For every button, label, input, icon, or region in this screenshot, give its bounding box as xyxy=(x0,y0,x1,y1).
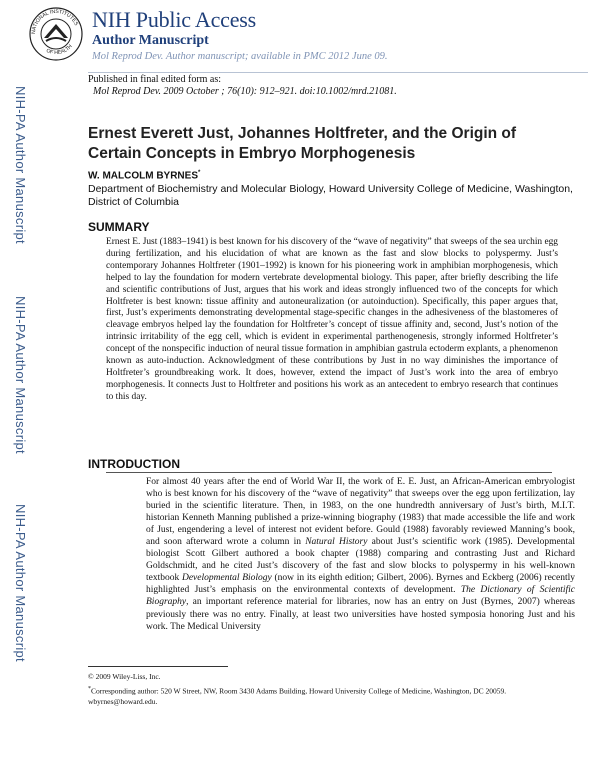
side-watermark-2: NIH-PA Author Manuscript xyxy=(13,296,28,454)
svg-text:NATIONAL INSTITUTES: NATIONAL INSTITUTES xyxy=(30,8,79,35)
svg-text:OF HEALTH: OF HEALTH xyxy=(45,43,74,57)
author-name: W. MALCOLM BYRNES* xyxy=(88,170,201,182)
side-watermark-1: NIH-PA Author Manuscript xyxy=(13,86,28,244)
section-divider xyxy=(106,472,552,473)
citation-line: Mol Reprod Dev. 2009 October ; 76(10): 912–921. doi:10.1002/mrd.21081. xyxy=(93,86,397,97)
author-manuscript-label: Author Manuscript xyxy=(92,33,209,48)
side-watermark-3: NIH-PA Author Manuscript xyxy=(13,504,28,662)
masthead xyxy=(92,8,388,64)
summary-text: Ernest E. Just (1883–1941) is best known for his discovery of the “wave of negativity” that sweeps of the sea urchin egg during fertilization, and his elucidation of what are known as the fast and slow blocks to polyspermy. Just’s contemporary Johannes Holtfreter (1901–1992) is known for his pioneering work in amphibian morphogenesis, which helped to lay the foundation for modern vertebrate developmental biology. This paper, after briefly describing the life and scientific contributions of Just, argues that his work and ideas strongly influenced two of the concepts for which Holtfreter is best known: tissue affinity and autoneuralization (or autoinduction). Specifically, this paper argues that, first, Just’s experiments demonstrating developmental stage-specific changes in the adhesiveness of the blastomeres of cleavage embryos helped lay the foundation for Holtfreter’s concept of tissue affinity and, second, Just’s notion of the intrinsic irritability of the egg cell, which is evident in experimental parthenogenesis, strongly informed Holtfreter’s concept of the nonspecific induction of neural tissue formation in amphibian gastrula ectoderm explants, a phenomenon known as auto-induction. Acknowledgment of these contributions by Just in no way diminishes the importance of Holtfreter’s groundbreaking work. It does, however, extend the impact of Just’s work into the area of embryo morphogenesis. It connects Just to Holtfreter and positions his work as an antecedent to embryo research that continues to this day. xyxy=(106,237,558,402)
availability-note: Mol Reprod Dev. Author manuscript; available in PMC 2012 June 09. xyxy=(92,51,388,62)
nih-logo xyxy=(28,4,84,70)
introduction-text: For almost 40 years after the end of World War II, the work of E. E. Just, an African-American embryologist who is best known for his discovery of the “wave of negativity” that sweeps over the egg upon fertilization, lay buried in the scientific literature. Then, in 1983, on the one hundredth anniversary of Just’s birth, M.I.T. historian Kenneth Manning published a prize-winning biography (1983) that made accessible the life and work of Just, engendering a level of interest not evident before. Gould (1988) favorably reviewed Manning’s book, and soon afterward wrote a column in Natural History about Just’s scientific work (1985). Developmental biologist Scott Gilbert authored a book chapter (1988) comparing and contrasting Just and Richard Goldschmidt, and he cited Just’s discovery of the fast and slow blocks to polyspermy in his well-known textbook Developmental Biology (now in its eighth edition; Gilbert, 2006). Byrnes and Eckberg (2006) recently highlighted Just’s emphasis on the environmental contexts of development. The Dictionary of Scientific Biography, an important reference material for libraries, now has an entry on Just (Byrnes, 2007) whereas previously there was no entry. Finally, at least two universities have hosted symposia honoring Just and his work. The Medical University xyxy=(146,477,575,632)
introduction-heading: INTRODUCTION xyxy=(88,457,180,471)
summary-heading: SUMMARY xyxy=(88,220,150,234)
nih-public-access-title: NIH Public Access xyxy=(92,7,257,32)
corresponding-author-note: *Corresponding author: 520 W Street, NW, Room 3430 Adams Building, Howard University College of Medicine, Washington, DC 20059. wbyrnes@howard.edu. xyxy=(88,686,507,706)
article-title: Ernest Everett Just, Johannes Holtfreter, and the Origin of Certain Concepts in Embryo Morphogenesis xyxy=(88,125,517,162)
footnote-divider xyxy=(88,666,228,667)
author-affiliation: Department of Biochemistry and Molecular Biology, Howard University College of Medicine, Washington, District of Columbia xyxy=(88,183,573,208)
published-line: Published in final edited form as: xyxy=(88,74,222,85)
copyright-note: © 2009 Wiley-Liss, Inc. xyxy=(88,672,161,681)
header-divider xyxy=(88,72,588,73)
publication-info xyxy=(88,74,397,98)
